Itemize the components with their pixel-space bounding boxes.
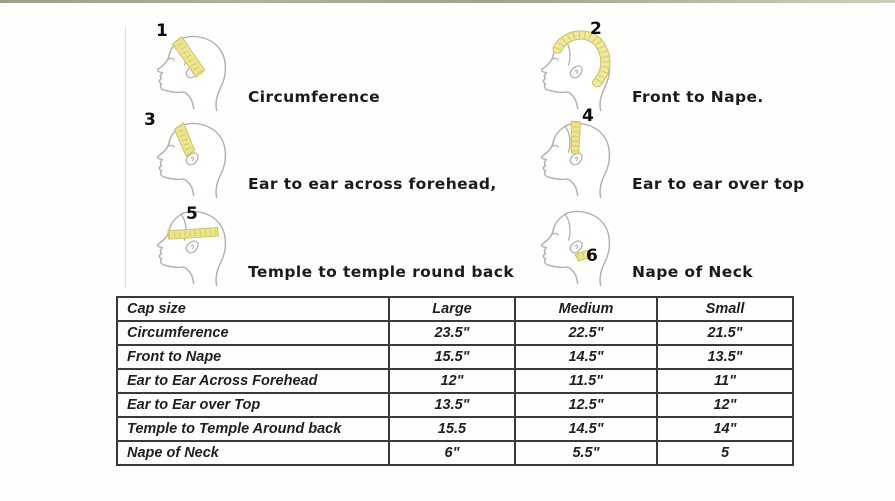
table-row [117,417,793,441]
measurement-name-cell: Ear to Ear Across Forehead [117,369,389,393]
table-row [117,345,793,369]
head-figure [144,21,236,113]
diagram-nape-of-neck [521,200,784,288]
measurement-value-cell: 23.5" [389,321,515,345]
diagram-label: Front to Nape. [632,88,764,106]
head-diagram-ear-to-ear-over-top [528,116,620,200]
head-figure [528,106,620,200]
measurement-name-cell: Ear to Ear over Top [117,393,389,417]
measurement-diagrams-panel [125,19,805,288]
diagram-front-to-nape [521,19,784,113]
head-diagram-front-to-nape [528,29,620,113]
measurement-name-cell: Front to Nape [117,345,389,369]
diagram-number: 4 [582,106,594,126]
measurement-value-cell: 14.5" [515,345,657,369]
diagram-label: Nape of Neck [632,263,754,281]
table-row [117,369,793,393]
header-medium: Medium [515,297,657,321]
measurement-name-cell: Temple to Temple Around back [117,417,389,441]
measurement-value-cell: 15.5" [389,345,515,369]
measurement-value-cell: 6" [389,441,515,465]
head-figure [528,204,620,288]
measurement-value-cell: 15.5 [389,417,515,441]
cap-size-table [116,296,794,466]
diagram-label: Temple to temple round back [248,263,515,281]
diagram-grid [126,19,805,288]
head-diagram-ear-to-ear-across-forehead [144,116,236,200]
header-large: Large [389,297,515,321]
header-cap-size: Cap size [117,297,389,321]
diagram-circumference [126,21,521,113]
measurement-value-cell: 11.5" [515,369,657,393]
head-figure [144,204,236,288]
table-header-row [117,297,793,321]
diagram-number: 1 [156,21,168,41]
size-chart-body [117,321,793,465]
diagram-number: 3 [144,110,156,130]
head-figure [144,110,236,200]
head-diagram-nape-of-neck [528,204,620,288]
measurement-value-cell: 12" [657,393,793,417]
measurement-value-cell: 12" [389,369,515,393]
head-diagram-circumference [144,29,236,113]
measurement-value-cell: 14.5" [515,417,657,441]
table-row [117,321,793,345]
diagram-temple-to-temple-round-back [126,200,521,288]
diagram-label: Circumference [248,88,381,106]
diagram-label: Ear to ear over top [632,175,805,193]
measurement-value-cell: 14" [657,417,793,441]
measuring-tape [571,121,580,154]
diagram-number: 2 [590,19,602,39]
top-border-rule [0,0,895,3]
head-figure [528,19,620,113]
measurement-value-cell: 5.5" [515,441,657,465]
measurement-value-cell: 13.5" [657,345,793,369]
diagram-ear-to-ear-over-top [521,106,805,200]
measurement-value-cell: 5 [657,441,793,465]
measurement-name-cell: Nape of Neck [117,441,389,465]
diagram-number: 6 [586,246,598,266]
header-small: Small [657,297,793,321]
diagram-label: Ear to ear across forehead, [248,175,497,193]
measurement-name-cell: Circumference [117,321,389,345]
diagram-number: 5 [186,204,198,224]
measurement-value-cell: 21.5" [657,321,793,345]
measurement-value-cell: 22.5" [515,321,657,345]
measurement-value-cell: 12.5" [515,393,657,417]
table-row [117,393,793,417]
table-row [117,441,793,465]
diagram-ear-to-ear-across-forehead [126,110,521,200]
measurement-value-cell: 11" [657,369,793,393]
measurement-value-cell: 13.5" [389,393,515,417]
